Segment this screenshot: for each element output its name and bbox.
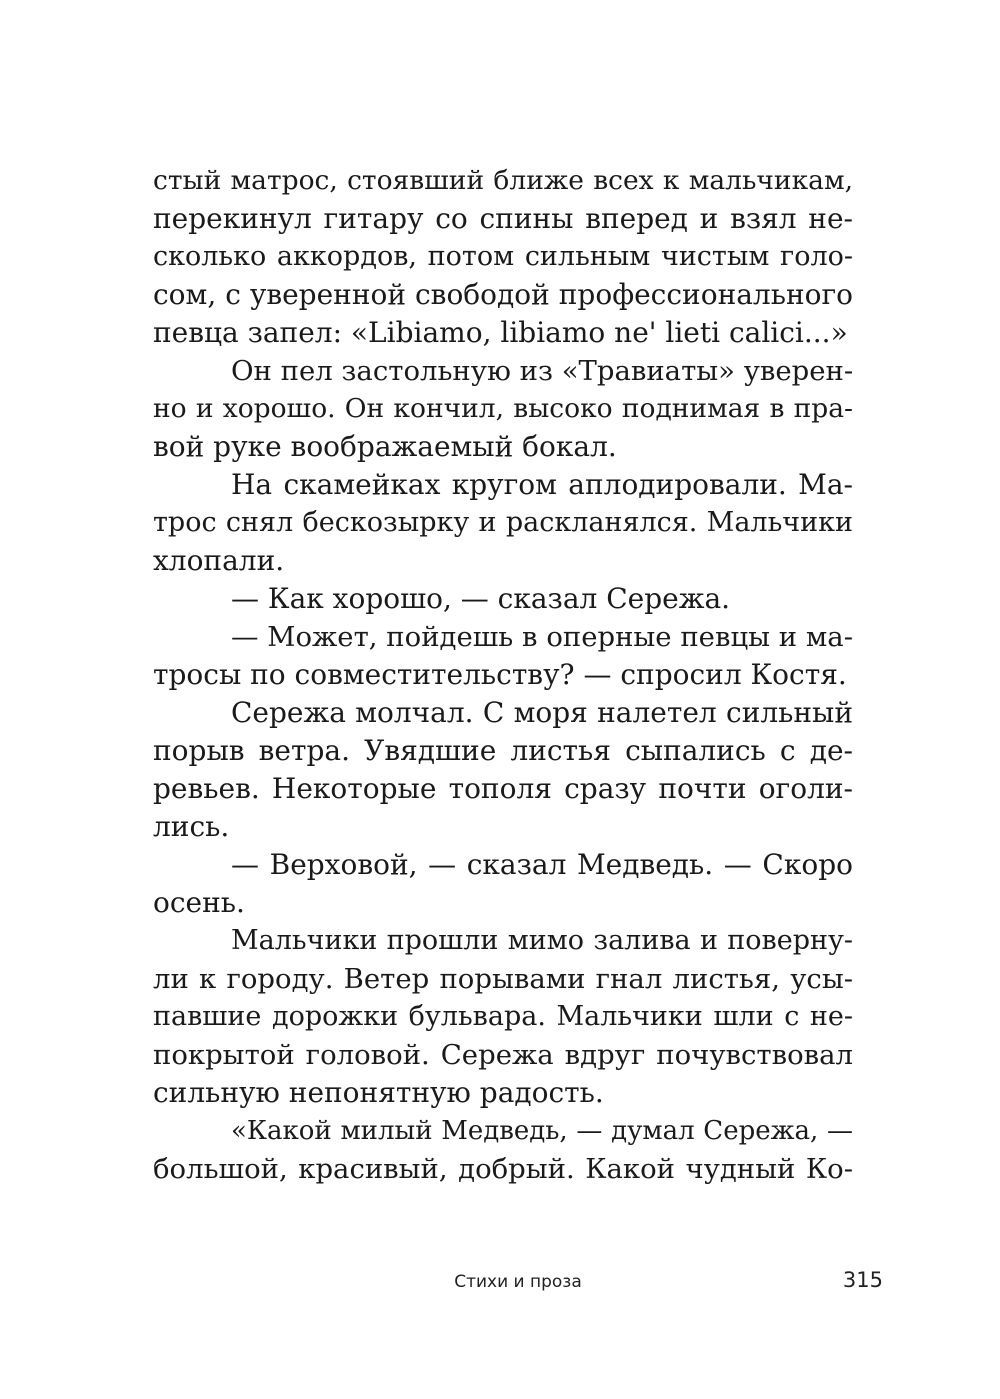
text-line: трос снял бескозырку и раскланялся. Мальчики: [153, 507, 853, 538]
text-line: певца запел: «Libiamo, libiamo ne' lieti calici...»: [153, 316, 848, 349]
text-line: ревьев. Некоторые тополя сразу почти оголи-: [153, 772, 853, 805]
text-line: сильную непонятную радость.: [153, 1076, 604, 1109]
text-line: тросы по совместительству? — спросил Костя.: [153, 658, 847, 691]
text-line: ли к городу. Ветер порывами гнал листья, усы-: [153, 963, 853, 995]
text-line: лись.: [153, 810, 230, 843]
text-line: Он пел застольную из «Травиаты» уверен-: [231, 355, 854, 387]
text-line: большой, красивый, добрый. Какой чудный Ко-: [153, 1153, 853, 1185]
text-line: стый матрос, стоявший ближе всех к мальчикам,: [153, 165, 853, 196]
text-line: хлопали.: [153, 544, 285, 577]
running-footer-title: Стихи и проза: [454, 1272, 582, 1292]
text-line: но и хорошо. Он кончил, высоко поднимая в пра-: [153, 393, 853, 424]
text-line: перекинул гитару со спины вперед и взял не-: [153, 202, 853, 235]
text-line: сом, с уверенной свободой профессионального: [153, 278, 853, 311]
text-line: Сережа молчал. С моря налетел сильный: [231, 696, 853, 729]
body-text: [153, 162, 853, 1188]
text-line: — Может, пойдешь в оперные певцы и ма-: [231, 621, 853, 653]
text-line: павшие дорожки бульвара. Мальчики шли с не-: [153, 1001, 853, 1032]
text-line: «Какой милый Медведь, — думал Сережа, —: [231, 1116, 853, 1146]
text-line: порыв ветра. Увядшие листья сыпались с де-: [153, 734, 853, 767]
text-line: вой руке воображаемый бокал.: [153, 430, 617, 463]
text-line: — Верховой, — сказал Медведь. — Скоро: [231, 848, 853, 881]
page-number: 315: [842, 1268, 883, 1292]
text-line: сколько аккордов, потом сильным чистым голо-: [153, 241, 853, 272]
text-line: — Как хорошо, — сказал Сережа.: [231, 582, 731, 615]
text-line: На скамейках кругом аплодировали. Ма-: [231, 468, 853, 501]
text-line: Мальчики прошли мимо залива и поверну-: [231, 925, 853, 956]
text-line: осень.: [153, 886, 245, 919]
text-line: покрытой головой. Сережа вдруг почувствовал: [153, 1039, 853, 1071]
